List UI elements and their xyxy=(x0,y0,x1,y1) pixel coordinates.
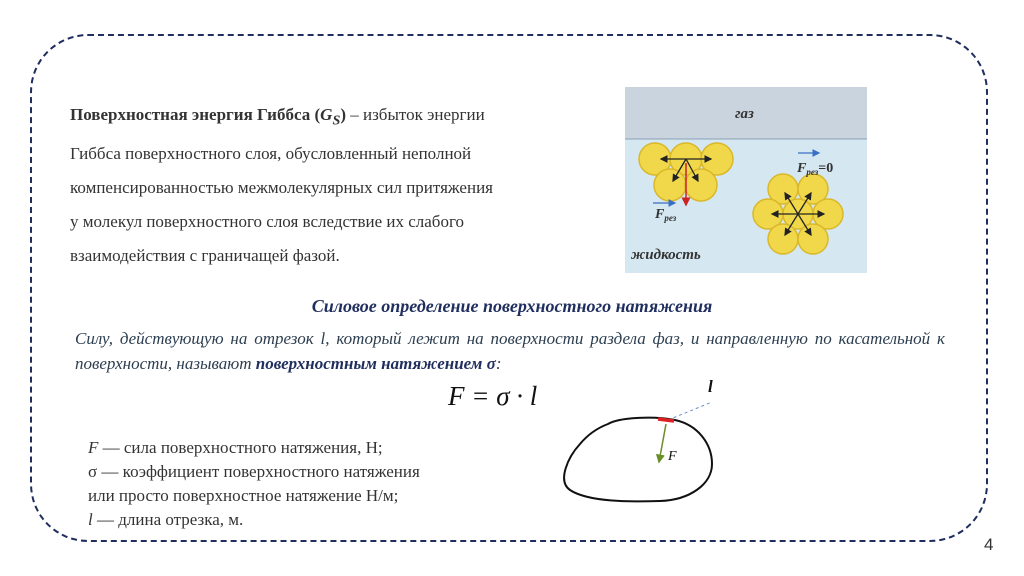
intro-line-1: Поверхностная энергия Гиббса $(G_S)$ – избыток энергии xyxy=(70,105,485,129)
page-number: 4 xyxy=(984,535,994,554)
section-title: Силовое определение поверхностного натяжения xyxy=(311,296,713,316)
force-label: $F_{рез}$ xyxy=(655,207,677,223)
force-arrow xyxy=(659,424,666,462)
intro-line-3: компенсированностью межмолекулярных сил притяжения xyxy=(70,178,493,198)
formula: F = σ · l xyxy=(448,381,538,411)
surface-tension-drop-diagram xyxy=(560,372,730,512)
drop-outline xyxy=(564,418,712,502)
f-label: F xyxy=(668,449,677,464)
molecule-diagram xyxy=(625,87,867,273)
force-zero-label: $F_{рез}=0$ xyxy=(797,161,834,177)
liquid-label: жидкость xyxy=(631,247,701,263)
dashed-guide xyxy=(668,402,712,420)
symbol-legend xyxy=(88,436,420,532)
intro-line-2: Гиббса поверхностного слоя, обусловленный неполной xyxy=(70,144,472,164)
intro-paragraph xyxy=(70,98,570,273)
l-label: l xyxy=(708,377,713,396)
legend-row-force: F — сила поверхностного натяжения, Н; xyxy=(88,438,383,457)
definition-paragraph: Силу, действующую на отрезок l, который лежит на поверхности раздела фаз, и направленную по касательной к поверхности, называют поверхностным натяжением σ: xyxy=(75,329,945,373)
gas-label: газ xyxy=(735,106,754,122)
legend-row-sigma: σ — коэффициент поверхностного натяжения xyxy=(88,462,420,481)
legend-row-length: l — длина отрезка, м. xyxy=(88,510,244,529)
intro-line-4: у молекул поверхностного слоя вследствие их слабого xyxy=(70,212,464,232)
definition-term: поверхностным натяжением σ xyxy=(255,354,496,373)
segment-l xyxy=(658,419,674,421)
legend-row-sigma-cont: или просто поверхностное натяжение Н/м; xyxy=(88,486,399,505)
intro-line-5: взаимодействия с граничащей фазой. xyxy=(70,246,340,266)
